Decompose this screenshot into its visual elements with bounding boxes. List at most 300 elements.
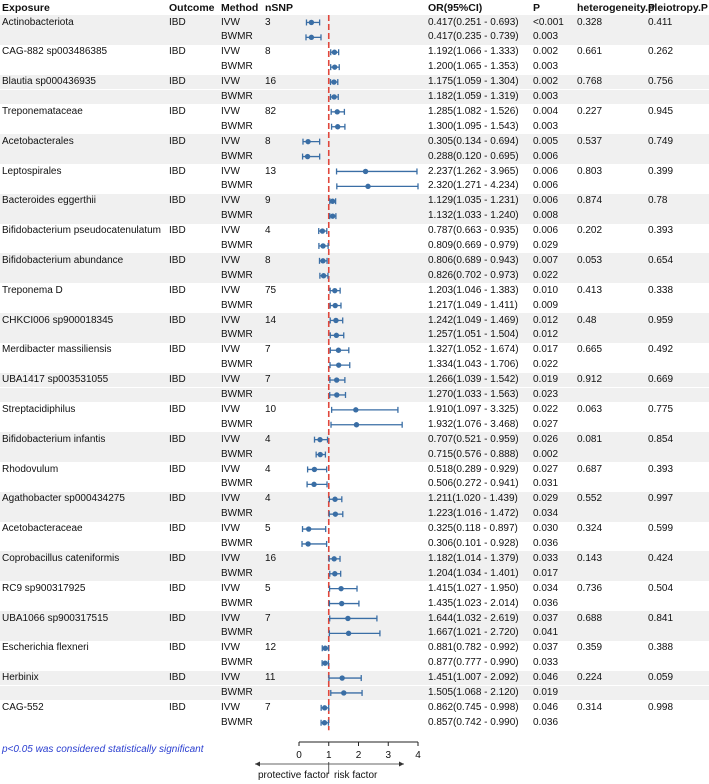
cell-outcome: IBD [169, 195, 186, 207]
cell-outcome: IBD [169, 76, 186, 88]
arrow-right-icon [399, 762, 404, 767]
cell-exposure: Treponemataceae [2, 105, 83, 117]
cell-p: 0.002 [533, 448, 559, 460]
cell-outcome: IBD [169, 523, 186, 535]
cell-or-text: 1.667(1.021 - 2.720) [428, 627, 519, 639]
point-estimate [320, 243, 325, 248]
cell-or-text: 0.826(0.702 - 0.973) [428, 269, 519, 281]
cell-exposure: UBA1066 sp900317515 [2, 612, 109, 624]
cell-p: 0.027 [533, 463, 559, 475]
cell-outcome: IBD [169, 701, 186, 713]
cell-p: 0.008 [533, 210, 559, 222]
cell-nsnp: 4 [265, 493, 271, 505]
cell-p: 0.046 [533, 701, 559, 713]
cell-method: BWMR [221, 359, 253, 371]
cell-method: IVW [221, 105, 240, 117]
header-pleiotropy-p: pleiotropy.P [648, 2, 708, 14]
forest-marker [330, 586, 357, 592]
cell-or-text: 1.932(1.076 - 3.468) [428, 418, 519, 430]
cell-pleio: 0.504 [648, 582, 674, 594]
cell-pleio: 0.059 [648, 672, 674, 684]
cell-method: IVW [221, 374, 240, 386]
cell-p: 0.003 [533, 120, 559, 132]
cell-or-text: 1.182(1.059 - 1.319) [428, 91, 519, 102]
forest-marker [332, 124, 345, 130]
cell-nsnp: 8 [265, 135, 271, 147]
cell-p: 0.012 [533, 314, 559, 326]
cell-outcome: IBD [169, 344, 186, 356]
cell-method: BWMR [221, 657, 253, 669]
point-estimate [330, 199, 335, 204]
cell-pleio: 0.399 [648, 165, 674, 177]
cell-outcome: IBD [169, 582, 186, 594]
cell-p: 0.036 [533, 597, 559, 609]
cell-method: BWMR [221, 240, 253, 251]
cell-method: IVW [221, 523, 240, 535]
cell-exposure: Actinobacteriota [2, 16, 74, 28]
cell-outcome: IBD [169, 552, 186, 564]
cell-or-text: 0.417(0.235 - 0.739) [428, 31, 519, 43]
point-estimate [345, 616, 350, 621]
cell-het: 0.552 [577, 493, 603, 505]
point-estimate [305, 541, 310, 546]
cell-method: IVW [221, 463, 240, 475]
cell-het: 0.314 [577, 701, 603, 713]
cell-p: 0.002 [533, 46, 559, 58]
point-estimate [339, 675, 344, 680]
cell-pleio: 0.393 [648, 225, 674, 237]
cell-p: 0.002 [533, 76, 559, 88]
cell-pleio: 0.959 [648, 314, 674, 326]
point-estimate [305, 154, 310, 159]
cell-pleio: 0.338 [648, 284, 674, 296]
cell-method: BWMR [221, 91, 253, 102]
cell-or-text: 1.223(1.016 - 1.472) [428, 508, 519, 520]
cell-het: 0.359 [577, 642, 603, 654]
cell-method: BWMR [221, 389, 253, 400]
cell-or-text: 0.806(0.689 - 0.943) [428, 254, 519, 266]
cell-p: 0.046 [533, 672, 559, 684]
cell-p: 0.006 [533, 165, 559, 177]
cell-p: 0.033 [533, 657, 559, 669]
forest-marker [329, 496, 341, 502]
cell-outcome: IBD [169, 135, 186, 147]
cell-or-text: 0.417(0.251 - 0.693) [428, 16, 519, 28]
cell-or-text: 1.300(1.095 - 1.543) [428, 120, 519, 132]
cell-or-text: 1.266(1.039 - 1.542) [428, 374, 519, 386]
cell-pleio: 0.998 [648, 701, 674, 713]
cell-exposure: Agathobacter sp000434275 [2, 493, 125, 505]
cell-method: IVW [221, 642, 240, 654]
cell-p: 0.041 [533, 627, 559, 639]
cell-nsnp: 14 [265, 314, 277, 326]
cell-method: IVW [221, 76, 240, 88]
x-tick-label: 4 [415, 750, 421, 761]
cell-pleio: 0.945 [648, 105, 674, 117]
cell-method: IVW [221, 284, 240, 296]
cell-pleio: 0.854 [648, 433, 674, 445]
header-method: Method [221, 2, 259, 14]
cell-het: 0.324 [577, 523, 603, 535]
cell-method: BWMR [221, 180, 253, 192]
cell-method: BWMR [221, 61, 253, 73]
forest-marker [303, 526, 326, 532]
cell-or-text: 1.211(1.020 - 1.439) [428, 493, 518, 505]
cell-exposure: Bacteroides eggerthii [2, 195, 96, 207]
point-estimate [322, 705, 327, 710]
cell-exposure: Bifidobacterium pseudocatenulatum [2, 225, 161, 237]
cell-het: 0.912 [577, 374, 603, 386]
cell-method: IVW [221, 16, 240, 28]
cell-exposure: CAG-882 sp003486385 [2, 46, 108, 58]
cell-or-text: 0.288(0.120 - 0.695) [428, 150, 519, 162]
cell-nsnp: 9 [265, 195, 271, 207]
cell-p: 0.003 [533, 91, 559, 102]
cell-p: 0.006 [533, 195, 559, 207]
cell-exposure: Herbinix [2, 672, 39, 684]
forest-marker [331, 64, 340, 70]
cell-pleio: 0.749 [648, 135, 674, 147]
cell-nsnp: 16 [265, 552, 277, 564]
cell-p: 0.037 [533, 612, 559, 624]
cell-or-text: 0.306(0.101 - 0.928) [428, 538, 519, 549]
cell-outcome: IBD [169, 433, 186, 445]
forest-marker [330, 288, 340, 294]
cell-het: 0.328 [577, 16, 603, 28]
cell-outcome: IBD [169, 403, 186, 415]
forest-marker [329, 630, 380, 636]
cell-method: IVW [221, 254, 240, 266]
cell-outcome: IBD [169, 642, 186, 654]
cell-method: IVW [221, 165, 240, 177]
cell-or-text: 1.129(1.035 - 1.231) [428, 195, 519, 207]
forest-marker [330, 332, 343, 338]
point-estimate [336, 362, 341, 367]
cell-nsnp: 4 [265, 463, 271, 475]
cell-method: IVW [221, 344, 240, 356]
cell-p: 0.036 [533, 716, 559, 728]
forest-marker [316, 452, 325, 458]
cell-outcome: IBD [169, 165, 186, 177]
cell-or-text: 1.451(1.007 - 2.092) [428, 672, 519, 684]
cell-pleio: 0.654 [648, 254, 674, 266]
header-p: P [533, 2, 541, 14]
header-exposure: Exposure [2, 2, 50, 14]
cell-exposure: Streptacidiphilus [2, 403, 76, 415]
cell-outcome: IBD [169, 225, 186, 237]
cell-method: BWMR [221, 538, 253, 549]
cell-method: IVW [221, 552, 240, 564]
point-estimate [336, 348, 341, 353]
cell-pleio: 0.841 [648, 612, 674, 624]
cell-or-text: 1.132(1.033 - 1.240) [428, 210, 519, 222]
forest-marker [319, 258, 327, 264]
forest-marker [331, 49, 339, 55]
cell-p: 0.010 [533, 284, 559, 296]
cell-het: 0.053 [577, 254, 603, 266]
cell-or-text: 0.707(0.521 - 0.959) [428, 433, 519, 445]
cell-outcome: IBD [169, 493, 186, 505]
point-estimate [330, 213, 335, 218]
forest-marker [306, 34, 321, 40]
cell-p: 0.034 [533, 582, 559, 594]
point-estimate [353, 407, 358, 412]
cell-or-text: 0.305(0.134 - 0.694) [428, 135, 519, 147]
cell-pleio: 0.262 [648, 46, 674, 58]
forest-marker [332, 407, 398, 413]
cell-or-text: 0.809(0.669 - 0.979) [428, 240, 519, 251]
cell-p: 0.037 [533, 642, 559, 654]
cell-method: IVW [221, 493, 240, 505]
cell-outcome: IBD [169, 612, 186, 624]
forest-marker [330, 347, 349, 353]
cell-or-text: 2.237(1.262 - 3.965) [428, 165, 519, 177]
cell-or-text: 1.203(1.046 - 1.383) [428, 284, 519, 296]
point-estimate [331, 79, 336, 84]
cell-p: 0.006 [533, 150, 559, 162]
cell-nsnp: 16 [265, 76, 277, 88]
cell-method: BWMR [221, 687, 253, 698]
cell-het: 0.537 [577, 135, 603, 147]
arrow-left-icon [255, 762, 260, 767]
cell-method: BWMR [221, 269, 253, 281]
cell-outcome: IBD [169, 105, 186, 117]
cell-nsnp: 7 [265, 612, 271, 624]
forest-marker [302, 541, 327, 547]
cell-method: IVW [221, 46, 240, 58]
cell-p: 0.029 [533, 493, 559, 505]
axis-label-risk: risk factor [334, 770, 378, 781]
point-estimate [339, 601, 344, 606]
point-estimate [309, 35, 314, 40]
cell-exposure: Coprobacillus cateniformis [2, 552, 120, 564]
forest-marker [331, 94, 339, 100]
cell-het: 0.143 [577, 552, 603, 564]
forest-marker [331, 690, 362, 696]
cell-p: 0.003 [533, 31, 559, 43]
significance-footnote: p<0.05 was considered statistically significant [2, 744, 204, 755]
cell-pleio: 0.599 [648, 523, 674, 535]
point-estimate [306, 526, 311, 531]
cell-exposure: Rhodovulum [2, 463, 59, 475]
header-nsnp: nSNP [265, 2, 294, 14]
forest-marker [322, 645, 328, 651]
forest-marker [329, 511, 343, 517]
cell-p: 0.019 [533, 374, 559, 386]
cell-exposure: RC9 sp900317925 [2, 582, 86, 594]
cell-method: IVW [221, 314, 240, 326]
forest-marker [331, 422, 402, 428]
forest-marker [303, 139, 320, 145]
cell-or-text: 2.320(1.271 - 4.234) [428, 180, 519, 192]
cell-or-text: 1.217(1.049 - 1.411) [428, 299, 518, 311]
cell-method: BWMR [221, 329, 253, 341]
cell-nsnp: 82 [265, 105, 277, 117]
point-estimate [335, 109, 340, 114]
cell-het: 0.202 [577, 225, 603, 237]
cell-exposure: Merdibacter massiliensis [2, 344, 112, 356]
cell-pleio: 0.393 [648, 463, 674, 475]
cell-p: 0.034 [533, 508, 559, 520]
point-estimate [320, 258, 325, 263]
cell-method: BWMR [221, 418, 253, 430]
cell-pleio: 0.756 [648, 76, 674, 88]
cell-het: 0.081 [577, 433, 603, 445]
cell-nsnp: 7 [265, 374, 271, 386]
cell-pleio: 0.492 [648, 344, 674, 356]
cell-exposure: Bifidobacterium abundance [2, 254, 124, 266]
point-estimate [331, 94, 336, 99]
cell-exposure: UBA1417 sp003531055 [2, 374, 109, 386]
forest-marker [330, 615, 377, 621]
cell-pleio: 0.997 [648, 493, 674, 505]
cell-nsnp: 11 [265, 672, 276, 684]
cell-or-text: 1.204(1.034 - 1.401) [428, 567, 519, 579]
cell-method: BWMR [221, 299, 253, 311]
cell-or-text: 1.270(1.033 - 1.563) [428, 389, 519, 400]
forest-marker [329, 675, 361, 681]
cell-method: BWMR [221, 627, 253, 639]
cell-het: 0.413 [577, 284, 603, 296]
forest-marker [330, 377, 345, 383]
cell-het: 0.224 [577, 672, 603, 684]
cell-p: 0.031 [533, 478, 559, 490]
point-estimate [333, 511, 338, 516]
cell-method: IVW [221, 225, 240, 237]
cell-nsnp: 12 [265, 642, 277, 654]
cell-exposure: Bifidobacterium infantis [2, 433, 106, 445]
cell-method: BWMR [221, 210, 253, 222]
cell-nsnp: 5 [265, 523, 271, 535]
cell-p: 0.005 [533, 135, 559, 147]
forest-marker [331, 79, 338, 85]
cell-pleio: 0.78 [648, 195, 668, 207]
cell-het: 0.736 [577, 582, 603, 594]
cell-nsnp: 3 [265, 16, 271, 28]
cell-p: 0.019 [533, 687, 559, 698]
cell-or-text: 0.857(0.742 - 0.990) [428, 716, 519, 728]
cell-method: IVW [221, 195, 240, 207]
cell-exposure: CHKCI006 sp900018345 [2, 314, 114, 326]
cell-het: 0.874 [577, 195, 603, 207]
cell-or-text: 0.518(0.289 - 0.929) [428, 463, 519, 475]
cell-outcome: IBD [169, 314, 186, 326]
cell-outcome: IBD [169, 374, 186, 386]
point-estimate [354, 422, 359, 427]
cell-pleio: 0.669 [648, 374, 674, 386]
cell-het: 0.48 [577, 314, 597, 326]
cell-pleio: 0.388 [648, 642, 674, 654]
cell-or-text: 1.910(1.097 - 3.325) [428, 403, 519, 415]
point-estimate [334, 377, 339, 382]
cell-or-text: 1.415(1.027 - 1.950) [428, 582, 519, 594]
cell-exposure: Leptospirales [2, 165, 62, 177]
cell-or-text: 0.325(0.118 - 0.897) [428, 523, 518, 535]
forest-marker [329, 556, 340, 562]
point-estimate [322, 660, 327, 665]
cell-het: 0.687 [577, 463, 603, 475]
point-estimate [335, 124, 340, 129]
cell-method: BWMR [221, 597, 253, 609]
forest-marker [330, 362, 350, 368]
cell-method: IVW [221, 582, 240, 594]
cell-p: 0.006 [533, 180, 559, 192]
cell-or-text: 0.881(0.782 - 0.992) [428, 642, 519, 654]
cell-outcome: IBD [169, 463, 186, 475]
cell-method: BWMR [221, 448, 253, 460]
cell-or-text: 1.242(1.049 - 1.469) [428, 314, 519, 326]
forest-marker [330, 303, 341, 309]
point-estimate [317, 437, 322, 442]
cell-method: IVW [221, 403, 240, 415]
point-estimate [363, 169, 368, 174]
cell-pleio: 0.424 [648, 552, 674, 564]
cell-or-text: 0.715(0.576 - 0.888) [428, 448, 519, 460]
forest-marker [314, 437, 327, 443]
cell-or-text: 1.285(1.082 - 1.526) [428, 105, 519, 117]
point-estimate [334, 392, 339, 397]
cell-het: 0.688 [577, 612, 603, 624]
cell-exposure: Blautia sp000436935 [2, 76, 96, 88]
point-estimate [346, 631, 351, 636]
cell-or-text: 1.505(1.068 - 2.120) [428, 687, 519, 698]
cell-p: 0.030 [533, 523, 559, 535]
forest-marker [331, 109, 344, 115]
cell-method: IVW [221, 672, 240, 684]
cell-exposure: Escherichia flexneri [2, 642, 89, 654]
x-tick-label: 0 [296, 750, 302, 761]
cell-p: 0.006 [533, 225, 559, 237]
forest-marker [321, 705, 329, 711]
cell-p: 0.003 [533, 61, 559, 73]
cell-het: 0.063 [577, 403, 603, 415]
cell-or-text: 1.327(1.052 - 1.674) [428, 344, 519, 356]
cell-p: 0.026 [533, 433, 559, 445]
cell-method: BWMR [221, 31, 253, 43]
cell-exposure: CAG-552 [2, 701, 44, 713]
forest-marker [337, 183, 418, 189]
cell-nsnp: 10 [265, 403, 277, 415]
point-estimate [333, 303, 338, 308]
cell-method: BWMR [221, 508, 253, 520]
cell-or-text: 0.506(0.272 - 0.941) [428, 478, 519, 490]
forest-marker [330, 571, 341, 577]
cell-nsnp: 4 [265, 433, 271, 445]
point-estimate [312, 467, 317, 472]
cell-het: 0.803 [577, 165, 603, 177]
cell-p: 0.004 [533, 105, 559, 117]
cell-het: 0.227 [577, 105, 603, 117]
cell-nsnp: 4 [265, 225, 271, 237]
cell-p: 0.007 [533, 254, 559, 266]
point-estimate [334, 333, 339, 338]
cell-p: 0.027 [533, 418, 559, 430]
cell-method: BWMR [221, 120, 253, 132]
forest-marker [330, 213, 336, 219]
cell-nsnp: 5 [265, 582, 271, 594]
cell-or-text: 0.877(0.777 - 0.990) [428, 657, 519, 669]
cell-exposure: Acetobacteraceae [2, 523, 83, 535]
cell-p: 0.012 [533, 329, 559, 341]
forest-marker [303, 154, 320, 160]
cell-p: 0.029 [533, 240, 559, 251]
forest-marker [329, 601, 358, 607]
cell-nsnp: 8 [265, 46, 271, 58]
cell-or-text: 1.175(1.059 - 1.304) [428, 76, 519, 88]
point-estimate [338, 586, 343, 591]
cell-nsnp: 7 [265, 344, 271, 356]
point-estimate [365, 184, 370, 189]
